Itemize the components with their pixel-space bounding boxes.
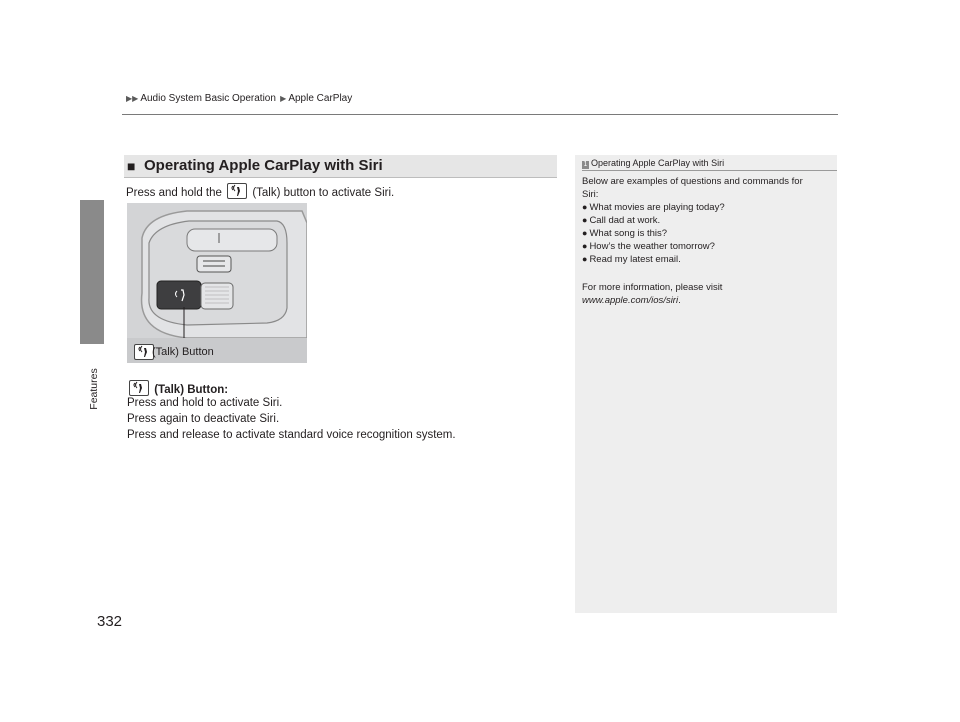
breadcrumb-item[interactable]: Audio System Basic Operation	[140, 93, 276, 104]
chevron-right-icon: ▶▶	[126, 94, 139, 103]
chapter-tab	[80, 200, 104, 344]
siri-link[interactable]: www.apple.com/ios/siri	[582, 295, 679, 306]
figure-caption: (Talk) Button	[152, 346, 214, 358]
note-title: 1 Operating Apple CarPlay with Siri	[583, 158, 725, 168]
list-item: ● What movies are playing today?	[582, 202, 725, 213]
more-info-link-line: www.apple.com/ios/siri.	[582, 295, 681, 306]
page-number: 332	[97, 613, 123, 630]
section-header	[124, 155, 557, 178]
bullet-icon: ●	[582, 202, 588, 212]
chapter-label: Features	[88, 368, 100, 410]
bullet-icon: ●	[582, 228, 588, 238]
note-marker-icon: 1	[583, 161, 588, 168]
breadcrumb	[124, 93, 352, 104]
talk-button-heading: (Talk) Button:	[127, 380, 228, 396]
list-item: ● How’s the weather tomorrow?	[582, 241, 715, 252]
list-item: ● Read my latest email.	[582, 254, 681, 265]
header-rule	[122, 114, 838, 115]
list-item: ● Call dad at work.	[582, 215, 661, 226]
body-line: Press and release to activate standard voice recognition system.	[127, 429, 456, 441]
note-intro: Below are examples of questions and commands for	[582, 176, 803, 187]
body-line: Press again to deactivate Siri.	[127, 413, 280, 425]
section-title: Operating Apple CarPlay with Siri	[144, 157, 383, 174]
bullet-icon: ●	[582, 254, 588, 264]
bullet-icon: ●	[582, 215, 588, 225]
more-info-text: For more information, please visit	[582, 282, 723, 293]
list-item: ● What song is this?	[582, 228, 668, 239]
chevron-right-icon: ▶	[277, 94, 287, 103]
bullet-icon: ●	[582, 241, 588, 251]
note-rule	[582, 170, 837, 171]
talk-icon	[227, 183, 247, 199]
square-bullet-icon: ■	[127, 158, 136, 174]
body-line: Press and hold to activate Siri.	[127, 397, 283, 409]
talk-icon	[134, 344, 154, 360]
note-intro: Siri:	[582, 189, 599, 200]
breadcrumb-item[interactable]: Apple CarPlay	[288, 93, 353, 104]
intro-text: Press and hold the (Talk) button to activate Siri.	[126, 183, 394, 199]
talk-icon	[129, 380, 149, 396]
